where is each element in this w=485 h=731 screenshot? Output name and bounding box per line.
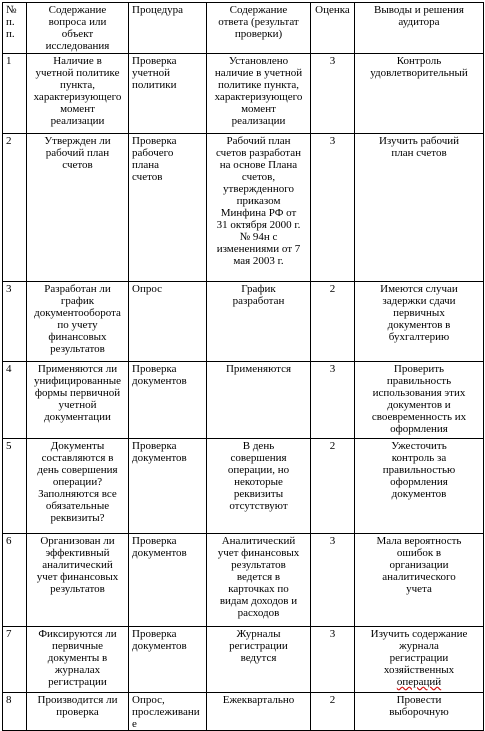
row-procedure: Опрос, прослеживание bbox=[129, 693, 207, 731]
header-conclusions: Выводы и решения аудитора bbox=[355, 3, 484, 54]
row-conclusions: Изучить содержание журнала регистрации хозяйственных операций bbox=[355, 627, 484, 693]
row-score: 2 bbox=[311, 439, 355, 534]
row-score: 2 bbox=[311, 693, 355, 731]
row-question: Документы составляются в день совершения операции? Заполняются все обязательные реквизиты? bbox=[27, 439, 129, 534]
row-answer: Ежеквартально bbox=[207, 693, 311, 731]
row-answer: Применяются bbox=[207, 362, 311, 439]
row-conclusions: Имеются случаи задержки сдачи первичных документов в бухгалтерию bbox=[355, 282, 484, 362]
row-question: Разработан ли график документооборота по учету финансовых результатов bbox=[27, 282, 129, 362]
row-question: Наличие в учетной политике пункта, характеризующего момент реализации bbox=[27, 54, 129, 134]
row-score: 3 bbox=[311, 134, 355, 282]
table-row bbox=[3, 362, 484, 439]
table-header-row bbox=[3, 3, 484, 54]
row-score: 3 bbox=[311, 534, 355, 627]
row-procedure: Проверка документов bbox=[129, 627, 207, 693]
row-procedure: Опрос bbox=[129, 282, 207, 362]
table-row bbox=[3, 439, 484, 534]
header-procedure: Процедура bbox=[129, 3, 207, 54]
row-conclusions: Контроль удовлетворительный bbox=[355, 54, 484, 134]
row-score: 3 bbox=[311, 362, 355, 439]
row-answer: Установлено наличие в учетной политике пункта, характеризующего момент реализации bbox=[207, 54, 311, 134]
row-num: 5 bbox=[3, 439, 27, 534]
row-num: 3 bbox=[3, 282, 27, 362]
row-conclusions-last-line: операций bbox=[396, 676, 442, 688]
row-procedure: Проверка рабочего плана счетов bbox=[129, 134, 207, 282]
header-answer: Содержание ответа (результат проверки) bbox=[207, 3, 311, 54]
row-answer: В день совершения операции, но некоторые реквизиты отсутствуют bbox=[207, 439, 311, 534]
audit-table bbox=[2, 2, 484, 731]
row-answer: Рабочий план счетов разработан на основе Плана счетов, утвержденного приказом Минфина РФ от 31 октября 2000 г. № 94н с изменениями от 7 мая 2003 г. bbox=[207, 134, 311, 282]
row-score: 3 bbox=[311, 54, 355, 134]
row-conclusions: Изучить рабочий план счетов bbox=[355, 134, 484, 282]
table-row bbox=[3, 134, 484, 282]
row-procedure: Проверка документов bbox=[129, 439, 207, 534]
row-conclusions: Провести выборочную bbox=[355, 693, 484, 731]
row-procedure: Проверка учетной политики bbox=[129, 54, 207, 134]
row-score: 2 bbox=[311, 282, 355, 362]
row-conclusions: Мала вероятность ошибок в организации аналитического учета bbox=[355, 534, 484, 627]
row-procedure: Проверка документов bbox=[129, 534, 207, 627]
header-score: Оценка bbox=[311, 3, 355, 54]
row-num: 6 bbox=[3, 534, 27, 627]
header-question: Содержание вопроса или объект исследования bbox=[27, 3, 129, 54]
row-answer: Аналитический учет финансовых результатов ведется в карточках по видам доходов и расходов bbox=[207, 534, 311, 627]
row-num: 1 bbox=[3, 54, 27, 134]
row-question: Применяются ли унифицированные формы первичной учетной документации bbox=[27, 362, 129, 439]
table-row bbox=[3, 54, 484, 134]
row-score: 3 bbox=[311, 627, 355, 693]
row-num: 2 bbox=[3, 134, 27, 282]
row-question: Утвержден ли рабочий план счетов bbox=[27, 134, 129, 282]
row-question: Производится ли проверка bbox=[27, 693, 129, 731]
table-row bbox=[3, 693, 484, 731]
row-num: 4 bbox=[3, 362, 27, 439]
row-num: 7 bbox=[3, 627, 27, 693]
header-num: № п. п. bbox=[3, 3, 27, 54]
row-question: Фиксируются ли первичные документы в журналах регистрации bbox=[27, 627, 129, 693]
row-question: Организован ли эффективный аналитический учет финансовых результатов bbox=[27, 534, 129, 627]
table-row bbox=[3, 282, 484, 362]
table-row bbox=[3, 627, 484, 693]
row-conclusions: Проверить правильность использования этих документов и своевременность их оформления bbox=[355, 362, 484, 439]
row-answer: График разработан bbox=[207, 282, 311, 362]
table-row bbox=[3, 534, 484, 627]
row-num: 8 bbox=[3, 693, 27, 731]
row-answer: Журналы регистрации ведутся bbox=[207, 627, 311, 693]
row-conclusions: Ужесточить контроль за правильностью оформления документов bbox=[355, 439, 484, 534]
row-procedure: Проверка документов bbox=[129, 362, 207, 439]
